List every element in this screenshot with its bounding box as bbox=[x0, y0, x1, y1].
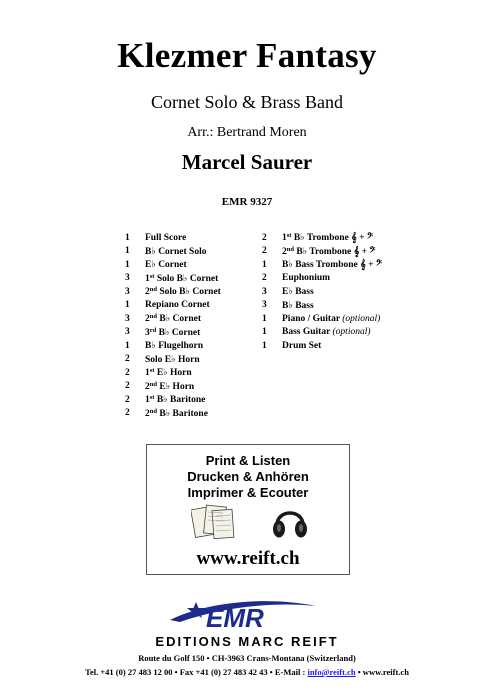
part-name bbox=[145, 300, 210, 310]
promo-line-french: Imprimer & Ecouter bbox=[187, 485, 309, 500]
part-quantity: 1 bbox=[125, 232, 130, 243]
part-name bbox=[145, 246, 206, 257]
part-name-text: 3 bbox=[145, 327, 150, 338]
part-name-rest: E♭ Horn bbox=[156, 381, 195, 392]
part-name-text: 1 bbox=[145, 368, 150, 379]
part-name-text: Full Score bbox=[145, 232, 187, 243]
part-name bbox=[145, 394, 205, 405]
part-name-text: B♭ Flugelhorn bbox=[145, 341, 204, 352]
part-name-text: E♭ Cornet bbox=[145, 260, 187, 271]
part-row bbox=[262, 285, 382, 299]
part-name-text: 2 bbox=[145, 408, 150, 419]
part-quantity: 1 bbox=[262, 259, 267, 270]
part-quantity: 2 bbox=[262, 246, 267, 257]
part-name bbox=[282, 273, 330, 283]
part-name bbox=[282, 300, 314, 311]
promo-line-english: Print & Listen bbox=[205, 453, 291, 468]
part-name-text: 2 bbox=[145, 287, 150, 298]
publisher-address: Route du Golf 150 • CH-3963 Crans-Montana (Switzerland) bbox=[138, 653, 356, 663]
part-name-text: Piano / Guitar bbox=[282, 313, 343, 324]
part-name-rest: Solo B♭ Cornet bbox=[154, 273, 219, 284]
part-name bbox=[282, 341, 321, 351]
part-quantity: 2 bbox=[125, 408, 130, 419]
email-link[interactable]: info@reift.ch bbox=[307, 667, 356, 677]
part-quantity: 2 bbox=[125, 354, 130, 365]
part-row bbox=[125, 380, 221, 394]
composer: Marcel Saurer bbox=[181, 150, 313, 174]
optional-note: (optional) bbox=[332, 327, 371, 338]
part-name-text: B♭ Bass bbox=[282, 300, 314, 311]
part-name-text: Drum Set bbox=[282, 340, 322, 351]
part-name-text: 2 bbox=[145, 314, 150, 325]
part-row bbox=[262, 339, 382, 353]
part-row bbox=[125, 393, 221, 407]
part-name bbox=[145, 340, 203, 351]
ordinal-suffix: nd bbox=[149, 313, 157, 321]
publisher-name: EDITIONS MARC REIFT bbox=[155, 634, 339, 649]
part-quantity: 1 bbox=[262, 340, 267, 351]
part-quantity: 2 bbox=[262, 273, 267, 284]
part-quantity: 3 bbox=[262, 286, 267, 297]
website-link[interactable]: www.reift.ch bbox=[196, 548, 300, 569]
part-row bbox=[125, 258, 221, 272]
part-name-rest: B♭ Cornet bbox=[156, 327, 201, 338]
parts-list-left bbox=[125, 231, 221, 420]
part-row bbox=[262, 299, 382, 313]
part-row bbox=[125, 326, 221, 340]
part-quantity: 3 bbox=[262, 300, 267, 311]
part-name bbox=[145, 273, 218, 284]
ordinal-suffix: rd bbox=[149, 326, 157, 334]
part-row bbox=[125, 245, 221, 259]
part-row bbox=[125, 272, 221, 286]
part-name bbox=[282, 232, 373, 243]
part-quantity: 1 bbox=[262, 327, 267, 338]
title: Klezmer Fantasy bbox=[117, 36, 377, 75]
part-name-text: 2 bbox=[145, 381, 150, 392]
part-name-text: B♭ Bass Trombone 𝄞 + 𝄢 bbox=[282, 260, 383, 271]
part-name bbox=[145, 259, 187, 270]
part-name bbox=[145, 233, 186, 243]
print-listen-box[interactable] bbox=[146, 444, 350, 575]
ordinal-suffix: nd bbox=[149, 407, 157, 415]
part-name bbox=[145, 313, 201, 324]
part-name bbox=[282, 259, 382, 270]
part-name-rest: B♭ Cornet bbox=[156, 314, 202, 325]
part-name-text: B♭ Cornet Solo bbox=[145, 246, 207, 257]
arranger: Arr.: Bertrand Moren bbox=[187, 125, 307, 140]
part-name-text: Euphonium bbox=[282, 273, 331, 284]
part-name bbox=[145, 286, 221, 297]
part-row bbox=[125, 231, 221, 245]
edition-number: EMR 9327 bbox=[221, 196, 273, 208]
part-row bbox=[262, 245, 382, 259]
publisher-contact bbox=[0, 667, 494, 677]
part-quantity: 1 bbox=[262, 313, 267, 324]
ordinal-suffix: nd bbox=[149, 286, 157, 294]
part-quantity: 1 bbox=[125, 246, 130, 257]
ordinal-suffix: st bbox=[149, 272, 155, 280]
sheet-music-icon bbox=[191, 501, 235, 541]
part-quantity: 2 bbox=[125, 381, 130, 392]
ordinal-suffix: st bbox=[149, 394, 155, 402]
contact-phone-fax: Tel. +41 (0) 27 483 12 00 • Fax +41 (0) 27 483 42 43 • E-Mail : bbox=[85, 667, 308, 677]
part-name bbox=[282, 246, 376, 257]
part-row bbox=[262, 258, 382, 272]
part-name-text: Repiano Cornet bbox=[145, 300, 210, 311]
svg-text:EMR: EMR bbox=[206, 603, 264, 633]
part-name-text: Solo E♭ Horn bbox=[145, 354, 200, 365]
part-row bbox=[125, 407, 221, 421]
part-quantity: 3 bbox=[125, 273, 130, 284]
part-name bbox=[145, 408, 208, 419]
ordinal-suffix: st bbox=[286, 232, 292, 240]
part-name-rest: B♭ Trombone 𝄞 + 𝄢 bbox=[293, 246, 376, 257]
part-name bbox=[145, 327, 200, 338]
part-row bbox=[125, 353, 221, 367]
part-row bbox=[125, 285, 221, 299]
ordinal-suffix: nd bbox=[149, 380, 157, 388]
part-quantity: 2 bbox=[125, 394, 130, 405]
part-quantity: 2 bbox=[262, 232, 267, 243]
optional-note: (optional) bbox=[342, 313, 381, 324]
part-row bbox=[125, 339, 221, 353]
promo-line-german: Drucken & Anhören bbox=[187, 469, 309, 484]
part-name-text: E♭ Bass bbox=[282, 287, 314, 298]
emr-logo bbox=[166, 594, 326, 634]
part-row bbox=[262, 272, 382, 286]
part-row bbox=[262, 231, 382, 245]
ordinal-suffix: st bbox=[149, 367, 155, 375]
part-name bbox=[282, 314, 380, 324]
part-quantity: 3 bbox=[125, 313, 130, 324]
contact-website: • www.reift.ch bbox=[355, 667, 409, 677]
part-name-text: 2 bbox=[282, 246, 287, 257]
headphones-icon bbox=[271, 501, 309, 541]
part-name-text: 1 bbox=[145, 395, 150, 406]
part-name-rest: Solo B♭ Cornet bbox=[156, 287, 221, 298]
part-row bbox=[125, 366, 221, 380]
part-name bbox=[145, 367, 192, 378]
part-name bbox=[145, 354, 200, 365]
part-quantity: 2 bbox=[125, 367, 130, 378]
part-quantity: 1 bbox=[125, 259, 130, 270]
part-name-text: Bass Guitar bbox=[282, 327, 333, 338]
part-row bbox=[262, 312, 382, 326]
part-quantity: 1 bbox=[125, 300, 130, 311]
parts-list-right bbox=[262, 231, 382, 353]
part-quantity: 1 bbox=[125, 340, 130, 351]
part-quantity: 3 bbox=[125, 286, 130, 297]
part-name-text: 1 bbox=[145, 273, 150, 284]
part-row bbox=[262, 326, 382, 340]
part-quantity: 3 bbox=[125, 327, 130, 338]
part-name-rest: B♭ Baritone bbox=[156, 408, 208, 419]
ordinal-suffix: nd bbox=[286, 245, 294, 253]
part-name bbox=[282, 327, 371, 337]
part-name-rest: B♭ Baritone bbox=[154, 395, 206, 406]
part-name bbox=[145, 381, 194, 392]
part-name-rest: B♭ Trombone 𝄞 + 𝄢 bbox=[291, 233, 373, 244]
part-row bbox=[125, 312, 221, 326]
part-name-rest: E♭ Horn bbox=[154, 368, 192, 379]
part-row bbox=[125, 299, 221, 313]
part-name-text: 1 bbox=[282, 233, 287, 244]
subtitle: Cornet Solo & Brass Band bbox=[151, 92, 343, 112]
part-name bbox=[282, 286, 314, 297]
